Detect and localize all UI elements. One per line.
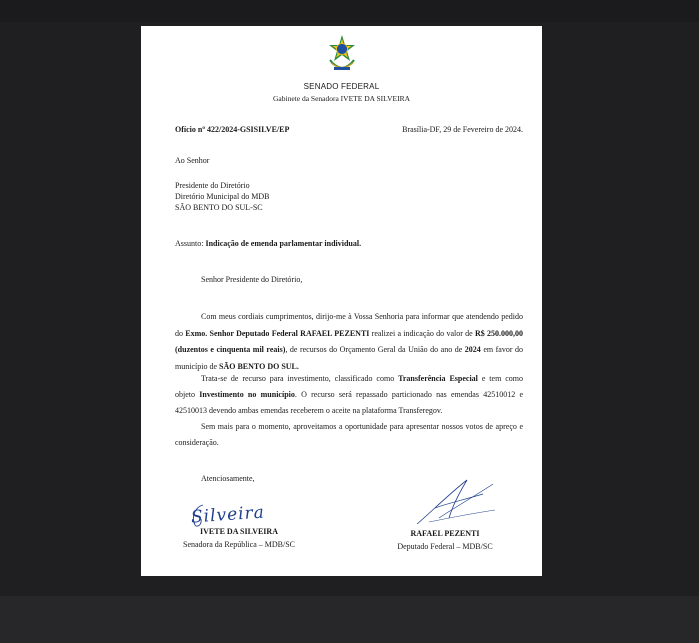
closing: Atenciosamente, bbox=[201, 474, 255, 483]
paragraph-2 bbox=[175, 371, 523, 419]
signature-flourish-left-icon bbox=[189, 503, 209, 529]
p1-bold-municipality: SÃO BENTO DO SUL. bbox=[219, 361, 299, 371]
p1-bold-amount: R$ 250.000,00 (duzentos e cinquenta mil reais) bbox=[175, 328, 523, 354]
p2-text-1: Trata-se de recurso para investimento, classificado como bbox=[201, 374, 399, 383]
p1-bold-year: 2024 bbox=[464, 345, 481, 354]
document-page bbox=[141, 26, 542, 576]
handwritten-signature-left: Silveira bbox=[190, 502, 266, 528]
p1-text-4: em favor do município de bbox=[175, 345, 524, 371]
p1-bold-deputy: Exmo. Senhor Deputado Federal RAFAEL PEZENTI bbox=[185, 328, 370, 338]
subject-label: Assunto: bbox=[175, 239, 206, 248]
greeting: Senhor Presidente do Diretório, bbox=[201, 275, 303, 284]
signer-right-role: Deputado Federal – MDB/SC bbox=[397, 542, 493, 551]
p2-bold-object: Investimento no município bbox=[199, 390, 295, 399]
signer-right-name: RAFAEL PEZENTI bbox=[410, 529, 480, 538]
recipient-salutation: Ao Senhor bbox=[175, 156, 210, 165]
p2-text-3: . O recurso será repassado particionado nas emendas 42510012 e 42510013 devendo ambas emendas receberem o aceite na plataforma Transferegov. bbox=[175, 390, 524, 415]
subject-text: Indicação de emenda parlamentar individual. bbox=[205, 239, 362, 248]
p2-text-2: e tem como objeto bbox=[175, 374, 523, 399]
signer-left-role: Senadora da República – MDB/SC bbox=[183, 540, 295, 549]
viewer-bottom-bar bbox=[0, 596, 699, 643]
p1-text-2: realizei a indicação do valor de bbox=[369, 328, 475, 338]
paragraph-3: Sem mais para o momento, aproveitamos a oportunidade para apresentar nossos votos de apreço e consideração. bbox=[175, 422, 523, 447]
header-office: Gabinete da Senadora IVETE DA SILVEIRA bbox=[273, 94, 410, 103]
viewer-top-bar bbox=[0, 0, 699, 22]
recipient-line-2: Diretório Municipal do MDB bbox=[175, 192, 270, 201]
place-date: Brasília-DF, 29 de Fevereiro de 2024. bbox=[402, 125, 523, 134]
subject-line bbox=[175, 239, 361, 250]
handwritten-signature-right-icon bbox=[409, 474, 499, 532]
p2-bold-transfer: Transferência Especial bbox=[398, 374, 478, 383]
header-org: SENADO FEDERAL bbox=[303, 82, 380, 91]
recipient-line-3: SÃO BENTO DO SUL-SC bbox=[175, 203, 263, 212]
p1-text-1: Com meus cordiais cumprimentos, dirijo-me à Vossa Senhoria para informar que atendendo pedido do bbox=[175, 312, 523, 338]
recipient-line-1: Presidente do Diretório bbox=[175, 181, 250, 190]
p1-text-3: , de recursos do Orçamento Geral da União do ano de bbox=[285, 345, 465, 354]
paragraph-1 bbox=[175, 309, 523, 375]
signer-left-name: IVETE DA SILVEIRA bbox=[200, 527, 278, 536]
brazil-coat-of-arms-icon bbox=[327, 34, 357, 74]
oficio-number: Ofício nº 422/2024-GSISILVE/EP bbox=[175, 125, 290, 134]
